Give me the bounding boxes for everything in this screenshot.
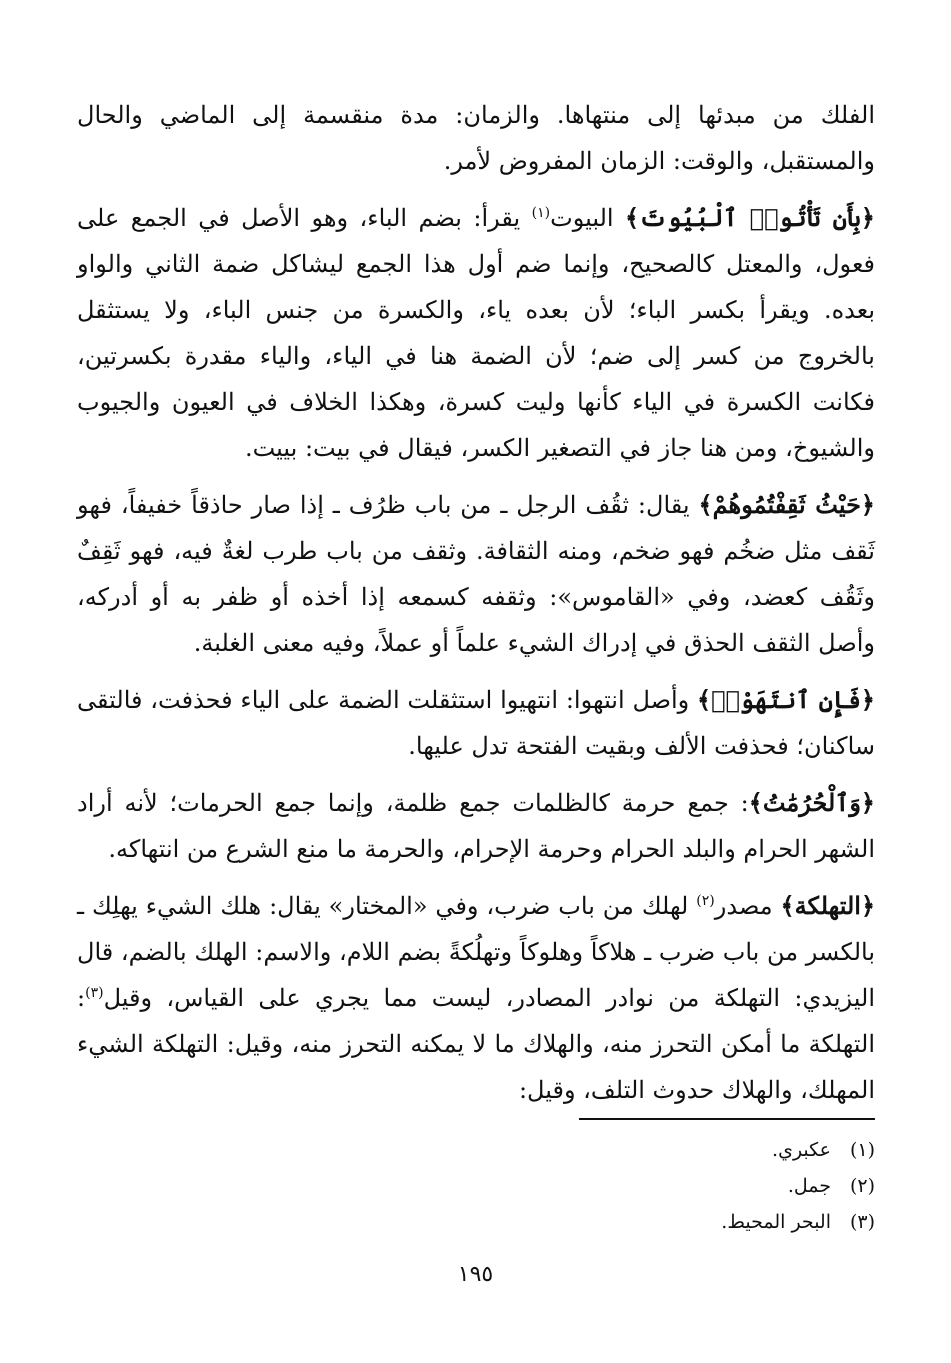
footnote-text: عكبري. [772, 1139, 831, 1161]
paragraph [77, 780, 875, 872]
footnote-text: البحر المحيط. [721, 1211, 831, 1233]
footnote [475, 1204, 875, 1240]
quran-quote: ﴿فَإِنِ ٱنتَهَوْا۟﴾ [697, 685, 875, 714]
quran-quote: ﴿حَيْثُ ثَقِفْتُمُوهُمْ﴾ [698, 490, 875, 519]
paragraph [77, 92, 875, 184]
page-number: ١٩٥ [457, 1262, 494, 1287]
footnote-reference: (١) [531, 205, 551, 221]
text-run: يقال: ثقُف الرجل ـ من باب ظرُف ـ إذا صار حاذقاً خفيفاً، فهو ثَقف مثل ضخُم فهو ضخم، ومنه الثقافة. وثقف من باب طرب لغةٌ فيه، فهو ثَقِفٌ وثَقُف كعضد، وفي «القاموس»: وثقفه كسمعه إذا أخذه أو ظفر به أو أدركه، وأصل الثقف الحذق في إدراك الشيء علماً أو عملاً، وفيه معنى الغلبة. [77, 491, 875, 657]
text-run: يقرأ: بضم الباء، وهو الأصل في الجمع على فعول، والمعتل كالصحيح، وإنما ضم أول هذا الجمع ليشاكل ضمة الثاني والواو بعده. ويقرأ بكسر الباء؛ لأن بعده ياء، والكسرة من جنس الباء، ولا يستثقل بالخروج من كسر إلى ضم؛ لأن الضمة هنا في الياء، والياء مقدرة بكسرتين، فكانت الكسرة في الياء كأنها وليت كسرة، وهكذا الخلاف في العيون والجيوب والشيوخ، ومن هنا جاز في التصغير الكسر، فيقال في بيت: بييت. [77, 204, 875, 462]
footnote-text: جمل. [787, 1175, 831, 1197]
footnote-number: (١) [849, 1139, 875, 1161]
footnote-number: (٣) [849, 1211, 875, 1233]
quran-quote: ﴿وَٱلْحُرُمَٰتُ﴾ [748, 788, 875, 817]
paragraph [77, 883, 875, 1113]
footnote-number: (٢) [849, 1175, 875, 1197]
text-run: : التهلكة ما أمكن التحرز منه، والهلاك ما لا يمكنه التحرز منه، وقيل: التهلكة الشيء المهلك، والهلاك حدوث التلف، وقيل: [77, 984, 875, 1104]
text-run: مصدر [714, 892, 781, 920]
text-run: البيوت [550, 204, 626, 232]
footnote [475, 1168, 875, 1204]
footnote [475, 1132, 875, 1168]
quran-quote: ﴿بِأَن تَأْتُوا۟ ٱلْبُيُوتَ﴾ [625, 203, 875, 232]
paragraph [77, 195, 875, 471]
footnote-divider [579, 1118, 875, 1120]
paragraph [77, 482, 875, 666]
text-run: وأصل انتهوا: انتهيوا استثقلت الضمة على الياء فحذفت، فالتقى ساكنان؛ فحذفت الألف وبقيت الفتحة تدل عليها. [77, 686, 875, 760]
text-run: الفلك من مبدئها إلى منتهاها. والزمان: مدة منقسمة إلى الماضي والحال والمستقبل، والوقت: الزمان المفروض لأمر. [77, 101, 875, 175]
main-text [77, 92, 875, 1124]
quran-quote: ﴿التهلكة﴾ [780, 891, 876, 920]
footnote-reference: (٣) [85, 985, 104, 1001]
footnotes-list [475, 1132, 875, 1240]
paragraph [77, 677, 875, 769]
footnote-reference: (٢) [696, 893, 715, 909]
text-run: لهلك من باب ضرب، وفي «المختار» يقال: هلك الشيء يهلِك ـ بالكسر من باب ضرب ـ هلاكاً وهلوكاً وتهلُكةً بضم اللام، والاسم: الهلك بالضم، قال اليزيدي: التهلكة من نوادر المصادر، ليست مما يجري على القياس، وقيل [77, 892, 875, 1012]
text-run: : جمع حرمة كالظلمات جمع ظلمة، وإنما جمع الحرمات؛ لأنه أراد الشهر الحرام والبلد الحرام وحرمة الإحرام، والحرمة ما منع الشرع من انتهاكه. [77, 789, 875, 863]
